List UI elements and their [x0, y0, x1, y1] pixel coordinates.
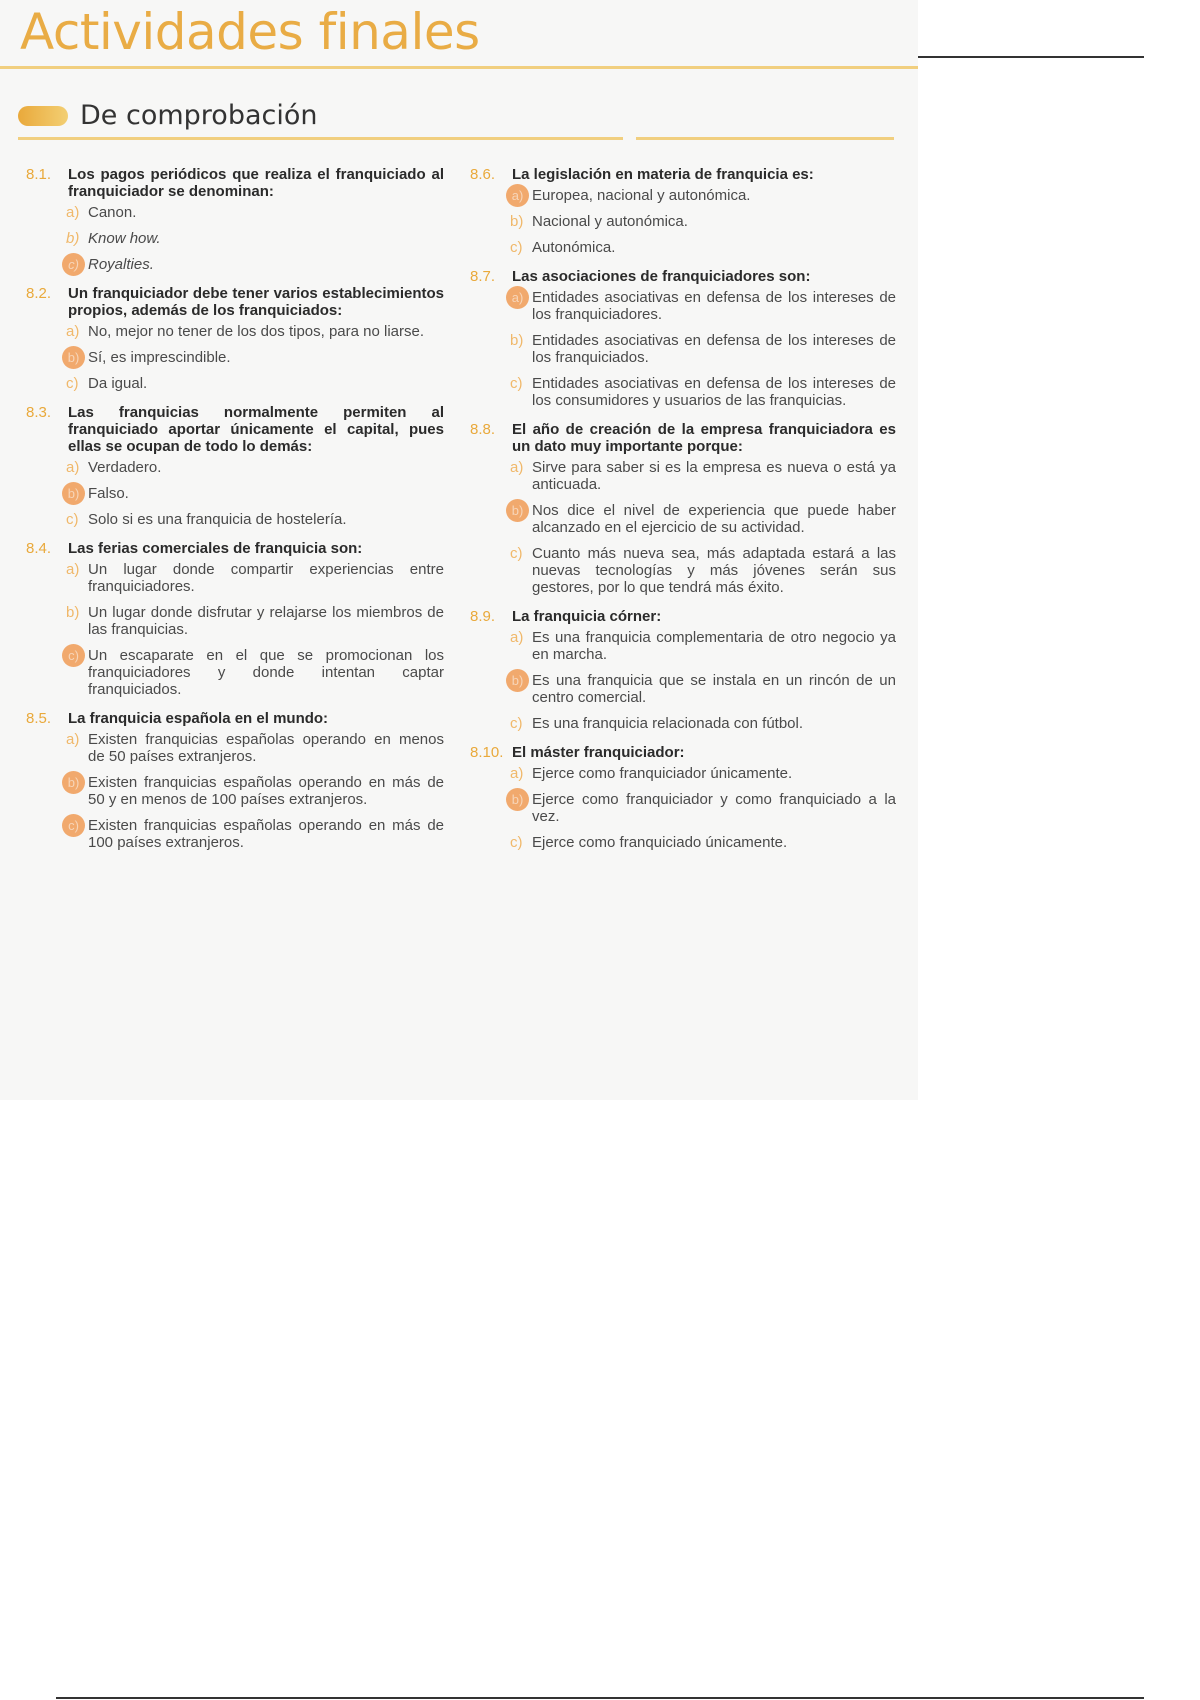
- option-letter: c): [66, 375, 79, 392]
- option-letter: a): [66, 323, 80, 340]
- answer-option[interactable]: [26, 375, 444, 392]
- answer-option[interactable]: [470, 834, 896, 851]
- answer-option[interactable]: [26, 731, 444, 765]
- option-text: Existen franquicias españolas operando en menos de 50 países extranjeros.: [88, 731, 444, 765]
- option-list: [470, 765, 896, 851]
- question: [470, 608, 896, 732]
- option-list: [26, 204, 444, 273]
- question-number: 8.8.: [470, 421, 496, 438]
- question-number: 8.3.: [26, 404, 52, 421]
- option-letter: b): [66, 230, 80, 247]
- right-column: [470, 166, 896, 863]
- question: [470, 744, 896, 851]
- option-list: [470, 629, 896, 732]
- answer-option[interactable]: [470, 765, 896, 782]
- option-letter: a): [510, 629, 524, 646]
- option-list: [470, 289, 896, 409]
- question-number: 8.7.: [470, 268, 496, 285]
- answer-option[interactable]: [26, 647, 444, 698]
- answer-option[interactable]: [470, 239, 896, 256]
- question-text: La legislación en materia de franquicia es:: [512, 166, 814, 183]
- option-text: Sí, es imprescindible.: [88, 349, 231, 366]
- option-letter: c): [510, 239, 523, 256]
- question-header: [470, 608, 896, 625]
- option-text: Existen franquicias españolas operando en más de 50 y en menos de 100 países extranjeros.: [88, 774, 444, 808]
- option-text: Nos dice el nivel de experiencia que puede haber alcanzado en el ejercicio de su actividad.: [532, 502, 896, 536]
- header-rule-right: [918, 56, 1144, 58]
- question-text: Las asociaciones de franquiciadores son:: [512, 268, 811, 285]
- option-text: Entidades asociativas en defensa de los intereses de los franquiciadores.: [532, 289, 896, 323]
- question: [470, 166, 896, 256]
- selected-answer-marker: b): [62, 482, 85, 505]
- section-title: De comprobación: [80, 100, 318, 131]
- selected-answer-marker: b): [506, 669, 529, 692]
- question: [26, 710, 444, 851]
- answer-option[interactable]: [26, 561, 444, 595]
- answer-option[interactable]: [470, 289, 896, 323]
- left-column: [26, 166, 444, 863]
- selected-answer-marker: b): [506, 788, 529, 811]
- answer-option[interactable]: [26, 349, 444, 366]
- question-text: El año de creación de la empresa franquiciadora es un dato muy importante porque:: [512, 421, 896, 455]
- option-text: Es una franquicia relacionada con fútbol.: [532, 715, 804, 732]
- answer-option[interactable]: [26, 817, 444, 851]
- footer-rule: [56, 1697, 1144, 1699]
- answer-option[interactable]: [470, 502, 896, 536]
- option-letter: c): [510, 375, 523, 392]
- answer-option[interactable]: [470, 715, 896, 732]
- answer-option[interactable]: [26, 459, 444, 476]
- question: [470, 268, 896, 409]
- question-number: 8.4.: [26, 540, 52, 557]
- option-text: Canon.: [88, 204, 137, 221]
- answer-option[interactable]: [470, 213, 896, 230]
- answer-option[interactable]: [470, 459, 896, 493]
- answer-option[interactable]: [26, 204, 444, 221]
- option-text: Un lugar donde disfrutar y relajarse los miembros de las franquicias.: [88, 604, 444, 638]
- option-text: Sirve para saber si es la empresa es nueva o está ya anticuada.: [532, 459, 896, 493]
- question-number: 8.6.: [470, 166, 496, 183]
- option-text: No, mejor no tener de los dos tipos, para no liarse.: [88, 323, 425, 340]
- option-letter: a): [510, 459, 524, 476]
- question-header: [470, 268, 896, 285]
- question-text: Un franquiciador debe tener varios establecimientos propios, además de los franquiciados:: [68, 285, 444, 319]
- question-text: Los pagos periódicos que realiza el franquiciado al franquiciador se denominan:: [68, 166, 444, 200]
- section-marker: [18, 106, 68, 126]
- option-text: Es una franquicia que se instala en un rincón de un centro comercial.: [532, 672, 896, 706]
- question-number: 8.1.: [26, 166, 52, 183]
- section-rule-left: [18, 137, 623, 140]
- option-text: Verdadero.: [88, 459, 162, 476]
- answer-option[interactable]: [26, 774, 444, 808]
- answer-option[interactable]: [470, 187, 896, 204]
- question-header: [26, 710, 444, 727]
- option-text: Existen franquicias españolas operando en más de 100 países extranjeros.: [88, 817, 444, 851]
- answer-option[interactable]: [470, 629, 896, 663]
- answer-option[interactable]: [26, 485, 444, 502]
- option-letter: b): [66, 604, 80, 621]
- question: [26, 540, 444, 698]
- question-number: 8.9.: [470, 608, 496, 625]
- option-list: [26, 561, 444, 698]
- question: [26, 285, 444, 392]
- option-text: Royalties.: [88, 256, 154, 273]
- option-letter: c): [510, 715, 523, 732]
- question-header: [26, 166, 444, 200]
- title-rule: [0, 66, 918, 69]
- option-text: Un escaparate en el que se promocionan los franquiciadores y donde intentan captar franquiciados.: [88, 647, 444, 698]
- question-header: [470, 421, 896, 455]
- answer-option[interactable]: [470, 332, 896, 366]
- question-header: [26, 404, 444, 455]
- option-text: Entidades asociativas en defensa de los intereses de los consumidores y usuarios de las franquicias.: [532, 375, 896, 409]
- option-letter: c): [66, 511, 79, 528]
- option-letter: a): [66, 561, 80, 578]
- question-header: [470, 166, 896, 183]
- option-list: [26, 323, 444, 392]
- question: [470, 421, 896, 596]
- option-list: [470, 459, 896, 596]
- answer-option[interactable]: [26, 511, 444, 528]
- option-text: Cuanto más nueva sea, más adaptada estará a las nuevas tecnologías y más jóvenes serán sus gestores, por lo que tendrá más éxito.: [532, 545, 896, 596]
- option-letter: b): [510, 213, 524, 230]
- selected-answer-marker: a): [506, 184, 529, 207]
- option-letter: a): [66, 731, 80, 748]
- option-list: [26, 459, 444, 528]
- option-text: Entidades asociativas en defensa de los intereses de los franquiciados.: [532, 332, 896, 366]
- selected-answer-marker: c): [62, 814, 85, 837]
- option-text: Solo si es una franquicia de hostelería.: [88, 511, 347, 528]
- selected-answer-marker: b): [506, 499, 529, 522]
- option-text: Nacional y autonómica.: [532, 213, 688, 230]
- question-header: [26, 540, 444, 557]
- option-text: Europea, nacional y autonómica.: [532, 187, 751, 204]
- option-list: [26, 731, 444, 851]
- question-number: 8.2.: [26, 285, 52, 302]
- option-text: Es una franquicia complementaria de otro negocio ya en marcha.: [532, 629, 896, 663]
- selected-answer-marker: b): [62, 346, 85, 369]
- answer-option[interactable]: [26, 230, 444, 247]
- option-text: Ejerce como franquiciado únicamente.: [532, 834, 788, 851]
- option-text: Know how.: [88, 230, 161, 247]
- option-text: Autonómica.: [532, 239, 616, 256]
- option-list: [470, 187, 896, 256]
- question-number: 8.10.: [470, 744, 504, 761]
- section-rule-right: [636, 137, 894, 140]
- option-letter: c): [510, 545, 523, 562]
- selected-answer-marker: c): [62, 644, 85, 667]
- option-text: Da igual.: [88, 375, 148, 392]
- selected-answer-marker: b): [62, 771, 85, 794]
- option-letter: a): [66, 459, 80, 476]
- answer-option[interactable]: [470, 672, 896, 706]
- question-number: 8.5.: [26, 710, 52, 727]
- question: [26, 166, 444, 273]
- question-text: El máster franquiciador:: [512, 744, 685, 761]
- question-header: [26, 285, 444, 319]
- page-title: Actividades finales: [20, 3, 480, 61]
- question-text: La franquicia córner:: [512, 608, 662, 625]
- selected-answer-marker: c): [62, 253, 85, 276]
- option-text: Ejerce como franquiciador únicamente.: [532, 765, 793, 782]
- question-text: Las ferias comerciales de franquicia son:: [68, 540, 363, 557]
- question: [26, 404, 444, 528]
- answer-option[interactable]: [26, 323, 444, 340]
- question-text: Las franquicias normalmente permiten al franquiciado aportar únicamente el capital, pues ellas se ocupan de todo lo demás:: [68, 404, 444, 455]
- selected-answer-marker: a): [506, 286, 529, 309]
- question-text: La franquicia española en el mundo:: [68, 710, 329, 727]
- option-text: Ejerce como franquiciador y como franquiciado a la vez.: [532, 791, 896, 825]
- answer-option[interactable]: [470, 791, 896, 825]
- answer-option[interactable]: [470, 375, 896, 409]
- answer-option[interactable]: [26, 256, 444, 273]
- option-text: Falso.: [88, 485, 129, 502]
- question-header: [470, 744, 896, 761]
- option-letter: c): [510, 834, 523, 851]
- answer-option[interactable]: [470, 545, 896, 596]
- option-letter: a): [66, 204, 80, 221]
- answer-option[interactable]: [26, 604, 444, 638]
- option-letter: a): [510, 765, 524, 782]
- option-text: Un lugar donde compartir experiencias entre franquiciadores.: [88, 561, 444, 595]
- option-letter: b): [510, 332, 524, 349]
